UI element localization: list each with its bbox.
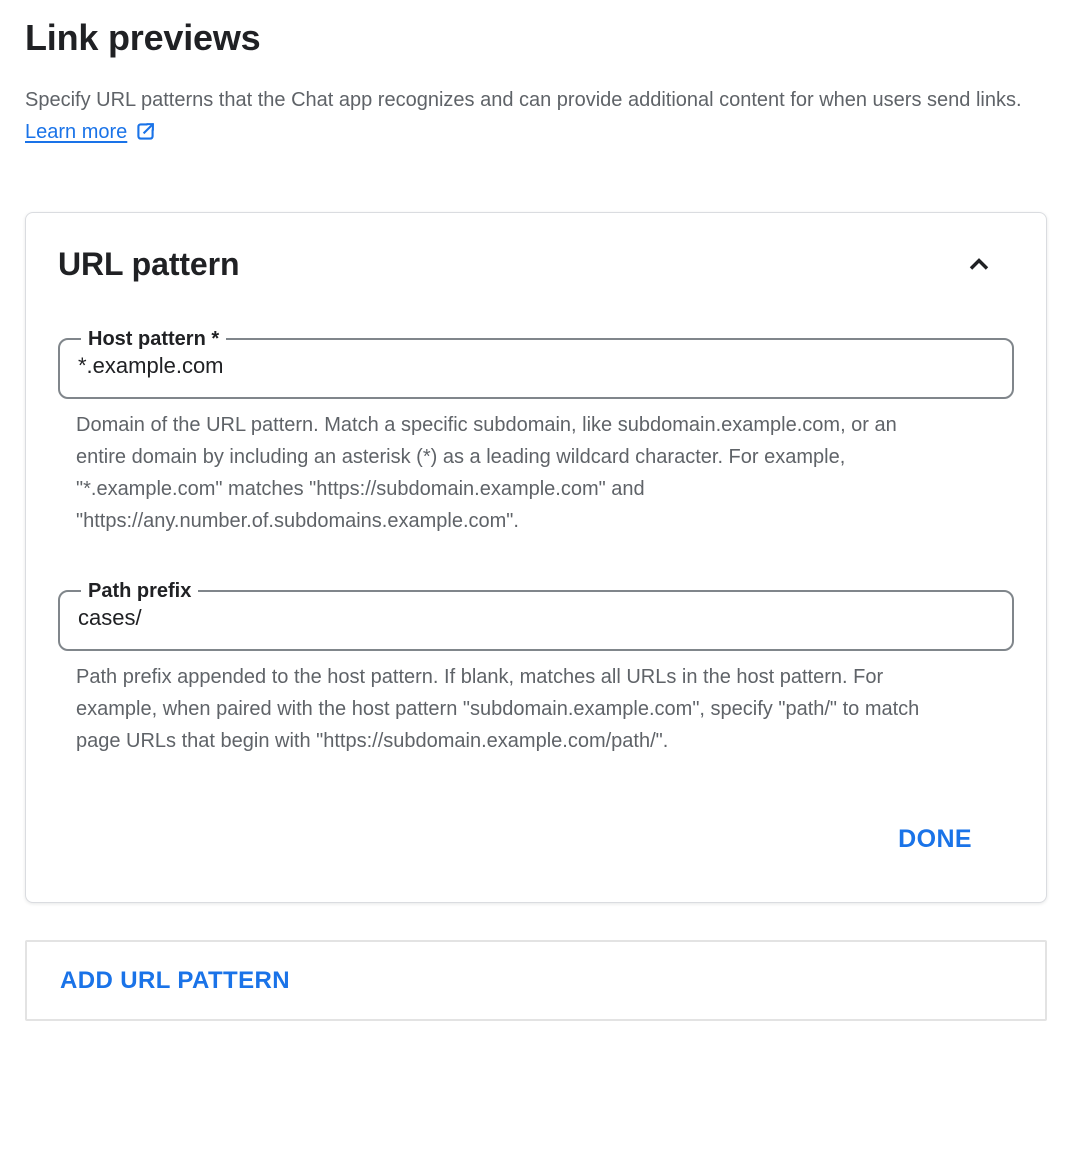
host-pattern-field <box>58 327 1014 399</box>
page-description-text: Specify URL patterns that the Chat app recognizes and can provide additional content for when users send links. <box>25 89 1022 111</box>
page-title: Link previews <box>25 17 261 58</box>
add-url-pattern-bar <box>25 940 1047 1021</box>
collapse-section-button[interactable] <box>958 243 1000 285</box>
host-pattern-helper-text: Domain of the URL pattern. Match a specific subdomain, like subdomain.example.com, or an entire domain by including an asterisk (*) as a leading wildcard character. For example, "*.example.com" matches "https://subdomain.example.com" and "https://any.number.of.subdomains.example.com". <box>76 414 897 532</box>
host-pattern-input[interactable] <box>76 351 996 385</box>
path-prefix-input[interactable] <box>76 603 996 637</box>
path-prefix-label: Path prefix <box>88 580 192 602</box>
card-title: URL pattern <box>58 246 240 282</box>
page-description <box>25 84 1033 148</box>
chevron-up-icon <box>964 267 994 282</box>
path-prefix-helper-text: Path prefix appended to the host pattern. If blank, matches all URLs in the host pattern. For example, when paired with the host pattern "subdomain.example.com", specify "path/" to match page URLs that begin with "https://subdomain.example.com/path/". <box>76 666 920 752</box>
done-button[interactable]: DONE <box>890 821 980 858</box>
path-prefix-field <box>58 579 1014 651</box>
add-url-pattern-button[interactable]: ADD URL PATTERN <box>27 967 302 995</box>
external-link-icon <box>134 120 157 143</box>
learn-more-link[interactable]: Learn more <box>25 121 128 143</box>
card-footer <box>58 757 1014 858</box>
host-pattern-label: Host pattern * <box>88 328 220 350</box>
url-pattern-card <box>25 212 1047 903</box>
card-header <box>58 243 1014 285</box>
